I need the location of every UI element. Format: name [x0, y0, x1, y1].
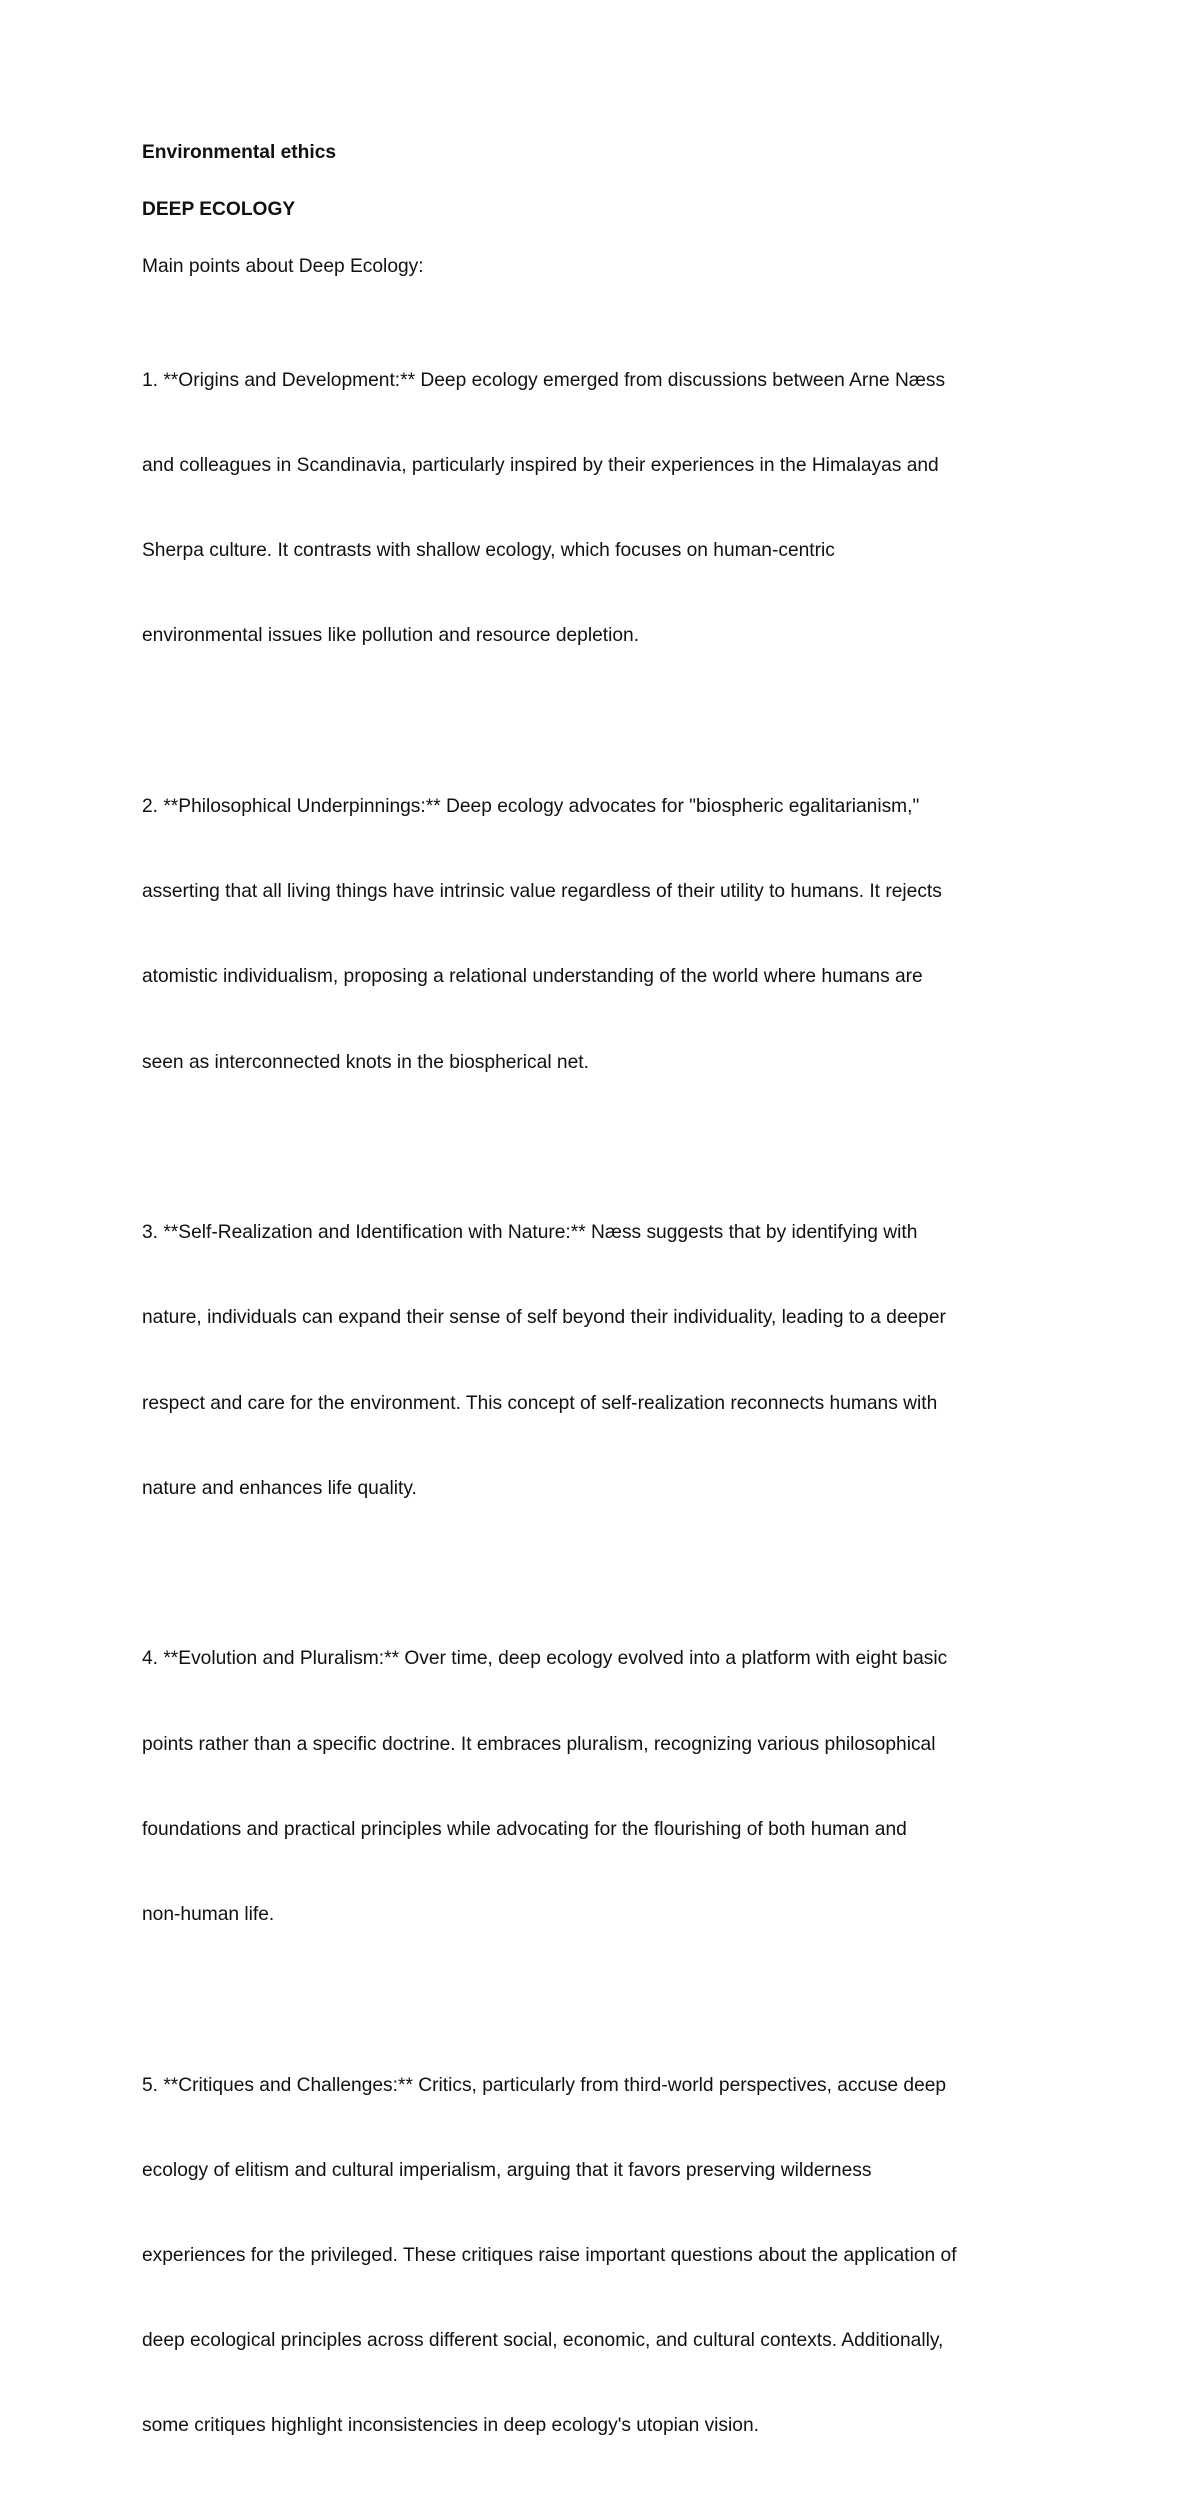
- point-paragraph-3: [142, 1162, 1072, 1560]
- paragraph-line: and colleagues in Scandinavia, particularly inspired by their experiences in the Himalayas and: [142, 454, 939, 476]
- paragraph-line: some critiques highlight inconsistencies in deep ecology's utopian vision.: [142, 2415, 759, 2437]
- point-paragraph-5: [142, 2015, 1072, 2498]
- paragraph-line: ecology of elitism and cultural imperialism, arguing that it favors preserving wilderness: [142, 2159, 872, 2181]
- paragraph-line: foundations and practical principles while advocating for the flourishing of both human and: [142, 1818, 907, 1840]
- paragraph-line: atomistic individualism, proposing a relational understanding of the world where humans are: [142, 966, 923, 988]
- point-paragraph-1: [142, 310, 1072, 708]
- paragraph-line: respect and care for the environment. This concept of self-realization reconnects humans with: [142, 1392, 938, 1414]
- paragraph-line: nature and enhances life quality.: [142, 1477, 417, 1499]
- document-body: [142, 139, 1072, 2498]
- paragraph-line: 3. **Self-Realization and Identification with Nature:** Næss suggests that by identifying with: [142, 1222, 918, 1244]
- paragraph-line: 2. **Philosophical Underpinnings:** Deep ecology advocates for "biospheric egalitarianism,": [142, 795, 920, 817]
- paragraph-line: deep ecological principles across different social, economic, and cultural contexts. Additionally,: [142, 2330, 944, 2352]
- document-title: Environmental ethics: [142, 142, 337, 163]
- paragraph-line: asserting that all living things have intrinsic value regardless of their utility to humans. It rejects: [142, 881, 942, 903]
- paragraph-line: 1. **Origins and Development:** Deep ecology emerged from discussions between Arne Næss: [142, 369, 946, 391]
- paragraph-line: 5. **Critiques and Challenges:** Critics, particularly from third-world perspectives, accuse deep: [142, 2074, 947, 2096]
- section-heading: DEEP ECOLOGY: [142, 198, 296, 220]
- paragraph-line: seen as interconnected knots in the biospherical net.: [142, 1051, 589, 1073]
- paragraph-line: points rather than a specific doctrine. It embraces pluralism, recognizing various philosophical: [142, 1733, 936, 1755]
- paragraph-line: non-human life.: [142, 1904, 275, 1926]
- paragraph-line: 4. **Evolution and Pluralism:** Over time, deep ecology evolved into a platform with eight basic: [142, 1648, 948, 1670]
- paragraph-line: experiences for the privileged. These critiques raise important questions about the application of: [142, 2245, 957, 2267]
- intro-paragraph: Main points about Deep Ecology:: [142, 255, 424, 277]
- paragraph-line: nature, individuals can expand their sense of self beyond their individuality, leading to a deeper: [142, 1307, 946, 1329]
- point-paragraph-2: [142, 736, 1072, 1134]
- paragraph-line: Sherpa culture. It contrasts with shallow ecology, which focuses on human-centric: [142, 540, 835, 562]
- point-paragraph-4: [142, 1589, 1072, 1987]
- paragraph-line: environmental issues like pollution and resource depletion.: [142, 625, 640, 647]
